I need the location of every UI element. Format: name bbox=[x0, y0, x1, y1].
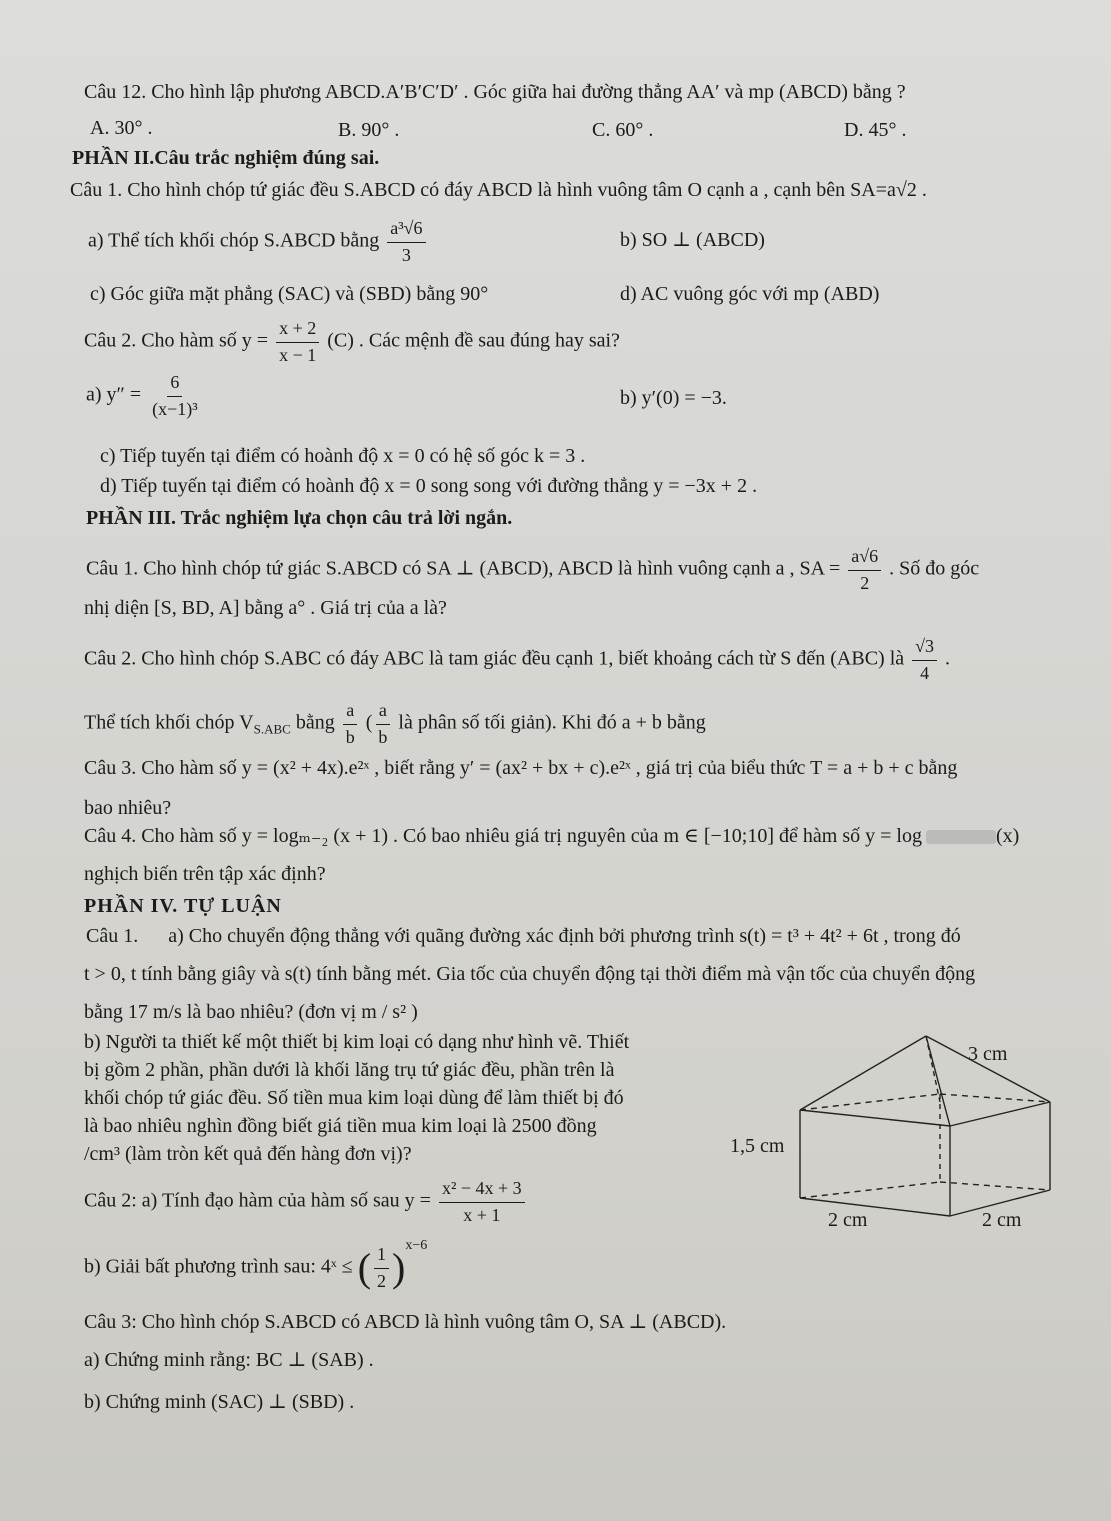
p3-c1: Câu 1. Cho hình chóp tứ giác S.ABCD có SA ⊥ (ABCD), ABCD là hình vuông cạnh a , SA = $\frac{a√6}{2}$ . Số đo góc bbox=[86, 546, 980, 593]
bottom-back-left bbox=[800, 1182, 940, 1198]
p3-c3: Câu 3. Cho hàm số y = (x² + 4x).e²ˣ , biết rằng y′ = (ax² + bx + c).e²ˣ , giá trị của biểu thức T = a + b + c bằng bbox=[84, 757, 958, 779]
q12-stem: Câu 12. Cho hình lập phương ABCD.A′B′C′D′ . Góc giữa hai đường thẳng AA′ và mp (ABCD) bằng ? bbox=[84, 81, 906, 103]
q12-option-d: D. 45° . bbox=[844, 119, 907, 141]
p2-c1-d: d) AC vuông góc với mp (ABD) bbox=[620, 283, 880, 305]
label-top: 3 cm bbox=[968, 1043, 1008, 1065]
p4-c3b: b) Chứng minh (SAC) ⊥ (SBD) . bbox=[84, 1391, 355, 1413]
p4-c1b-line4: là bao nhiêu nghìn đồng biết giá tiền mua kim loại là 2500 đồng bbox=[84, 1115, 597, 1137]
p4-c1b-line5: /cm³ (làm tròn kết quả đến hàng đơn vị)? bbox=[84, 1143, 412, 1165]
p4-c1a: Câu 1. a) Cho chuyển động thẳng với quãng đường xác định bởi phương trình s(t) = t³ + 4t² + 6t , trong đó bbox=[86, 925, 961, 947]
p2-c2-stem: Câu 2. Cho hàm số y = $\frac{x + 2}{x - 1}$ (C) . Các mệnh đề sau đúng hay sai? bbox=[84, 318, 620, 365]
p2-c2-d: d) Tiếp tuyến tại điểm có hoành độ x = 0 song song với đường thẳng y = −3x + 2 . bbox=[100, 475, 758, 497]
q12-option-c: C. 60° . bbox=[592, 119, 654, 141]
q12-option-b: B. 90° . bbox=[338, 119, 400, 141]
top-back-right bbox=[940, 1094, 1050, 1102]
p4-c3: Câu 3: Cho hình chóp S.ABCD có ABCD là hình vuông tâm O, SA ⊥ (ABCD). bbox=[84, 1311, 727, 1333]
p2-c2-a: a) y″ = $\frac{6}{\text{(x−1)³}}$ bbox=[86, 372, 198, 419]
p4-c1b-line2: bị gồm 2 phần, phần dưới là khối lăng trụ tứ giác đều, phần trên là bbox=[84, 1059, 615, 1081]
part4-title: PHẦN IV. TỰ LUẬN bbox=[84, 895, 282, 917]
p4-c3a: a) Chứng minh rằng: BC ⊥ (SAB) . bbox=[84, 1349, 374, 1371]
p2-c1-c: c) Góc giữa mặt phẳng (SAC) và (SBD) bằng 90° bbox=[90, 283, 489, 305]
label-bottom-right: 2 cm bbox=[982, 1209, 1022, 1231]
p4-c1b-line1: b) Người ta thiết kế một thiết bị kim loại có dạng như hình vẽ. Thiết bbox=[84, 1031, 630, 1053]
p2-c1-a: a) Thể tích khối chóp S.ABCD bằng $\frac{\text{a³√6}}{3}$ bbox=[88, 218, 429, 266]
part2-title: PHẦN II.Câu trắc nghiệm đúng sai. bbox=[72, 147, 380, 169]
smudge-mark bbox=[926, 830, 996, 844]
top-front-right bbox=[950, 1102, 1050, 1126]
top-back-left bbox=[800, 1094, 940, 1110]
part3-title: PHẦN III. Trắc nghiệm lựa chọn câu trả lời ngắn. bbox=[86, 507, 513, 529]
p2-c1-stem: Câu 1. Cho hình chóp tứ giác đều S.ABCD có đáy ABCD là hình vuông tâm O cạnh a , cạnh bên SA=a√2 . bbox=[70, 179, 927, 201]
p3-c2-line2: Thể tích khối chóp $V_{S.ABC}$ bằng $\frac{a}{b}$ ( $\frac{a}{b}$ là phân số tối giản). Khi đó a + b bằng bbox=[84, 700, 706, 747]
p3-c4: Câu 4. Cho hàm số y = logₘ₋₂ (x + 1) . Có bao nhiêu giá trị nguyên của m ∈ [−10;10] để hàm số y = log (x) bbox=[84, 825, 1020, 847]
label-bottom-left: 2 cm bbox=[828, 1209, 868, 1231]
prism-pyramid-figure bbox=[730, 1030, 1070, 1240]
p3-c4-line2: nghịch biến trên tập xác định? bbox=[84, 863, 326, 885]
bottom-back-right bbox=[940, 1182, 1050, 1190]
edge-apex-front bbox=[926, 1036, 950, 1126]
label-side: 1,5 cm bbox=[730, 1135, 785, 1157]
p4-c1a-line3: bằng 17 m/s là bao nhiêu? (đơn vị m / s² ) bbox=[84, 1001, 418, 1023]
p3-c2: Câu 2. Cho hình chóp S.ABC có đáy ABC là tam giác đều cạnh 1, biết khoảng cách từ S đến (ABC) là $\frac{√3}{4}$ . bbox=[84, 636, 951, 683]
p4-c1b-line3: khối chóp tứ giác đều. Số tiền mua kim loại dùng để làm thiết bị đó bbox=[84, 1087, 624, 1109]
p4-c2a: Câu 2: a) Tính đạo hàm của hàm số sau y = $\frac{\text{x² − 4x + 3}}{x + 1}$ bbox=[84, 1178, 528, 1226]
q12-option-a: A. 30° . bbox=[90, 117, 153, 139]
bottom-front-left bbox=[800, 1198, 950, 1216]
p2-c1-b: b) SO ⊥ (ABCD) bbox=[620, 229, 765, 251]
p3-c3-line2: bao nhiêu? bbox=[84, 797, 172, 819]
edge-apex-back bbox=[926, 1036, 940, 1102]
p3-c1-line2: nhị diện [S, BD, A] bằng a° . Giá trị của a là? bbox=[84, 597, 447, 619]
p2-c1-a-frac: $\frac{\text{a³√6}}{3}$ bbox=[387, 218, 425, 266]
edge-apex-left bbox=[800, 1036, 926, 1110]
top-front-left bbox=[800, 1110, 950, 1126]
p2-c2-c: c) Tiếp tuyến tại điểm có hoành độ x = 0 có hệ số góc k = 3 . bbox=[100, 445, 586, 467]
p4-c2b: b) Giải bất phương trình sau: 4ˣ ≤ ( $\frac{1}{2}$ )$^{x-6}$ bbox=[84, 1238, 428, 1291]
p4-c1a-line2: t > 0, t tính bằng giây và s(t) tính bằng mét. Gia tốc của chuyển động tại thời điểm mà vận tốc của chuyển động bbox=[84, 963, 976, 985]
p2-c2-b: b) y′(0) = −3. bbox=[620, 387, 727, 409]
